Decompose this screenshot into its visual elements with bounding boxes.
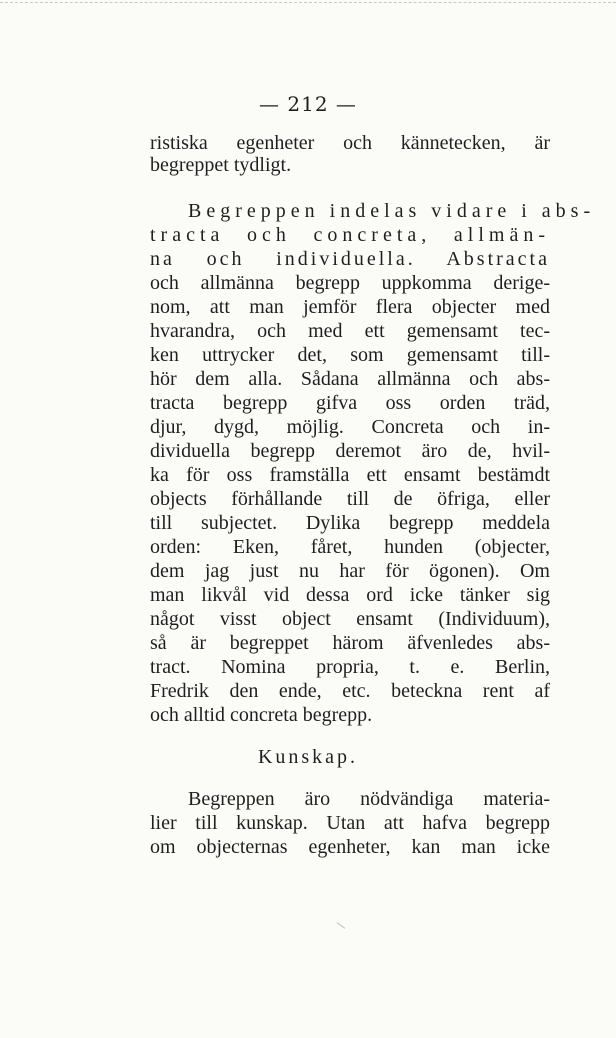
page-number-header: — 212 — [259, 92, 357, 116]
text-line: och alltid concreta begrepp. [150, 704, 373, 726]
text-line: ka för oss framställa ett ensamt bestämdt [150, 464, 550, 486]
section-heading: Kunskap. [257, 746, 359, 768]
text-line: om objecternas egenheter, kan man icke [150, 836, 550, 858]
text-line: dividuella begrepp deremot äro de, hvil- [150, 440, 550, 462]
text-line: tract. Nomina propria, t. e. Berlin, [150, 656, 550, 678]
text-line: så är begreppet härom äfvenledes abs- [150, 632, 550, 654]
text-line: tracta begrepp gifva oss orden träd, [150, 392, 550, 414]
text-line: na och individuella. Abstracta [150, 248, 550, 270]
text-line: ken uttrycker det, som gemensamt till- [150, 344, 550, 366]
text-line: hör dem alla. Sådana allmänna och abs- [150, 368, 550, 390]
text-line: och allmänna begrepp uppkomma derige- [150, 272, 550, 294]
text-line: begreppet tydligt. [150, 154, 292, 176]
text-line: man likvål vid dessa ord icke tänker sig [150, 584, 550, 606]
text-line: Fredrik den ende, etc. beteckna rent af [150, 680, 550, 702]
text-line: Begreppen äro nödvändiga materia- [188, 788, 550, 810]
text-line: tracta och concreta, allmän- [150, 224, 550, 246]
text-line: till subjectet. Dylika begrepp meddela [150, 512, 550, 534]
text-line: hvarandra, och med ett gemensamt tec- [150, 320, 550, 342]
text-line: nom, att man jemför flera objecter med [150, 296, 550, 318]
text-line: objects förhållande till de öfriga, eller [150, 488, 550, 510]
text-line: dem jag just nu har för ögonen). Om [150, 560, 550, 582]
page-edge-rule [0, 2, 616, 3]
text-line: djur, dygd, möjlig. Concreta och in- [150, 416, 550, 438]
text-line: orden: Eken, fåret, hunden (objecter, [150, 536, 550, 558]
text-line: Begreppen indelas vidare i abs- [188, 200, 596, 222]
paper-speck [337, 922, 346, 929]
text-line: lier till kunskap. Utan att hafva begrepp [150, 812, 550, 834]
text-line: ristiska egenheter och kännetecken, är [150, 132, 550, 154]
text-line: något visst object ensamt (Individuum), [150, 608, 550, 630]
